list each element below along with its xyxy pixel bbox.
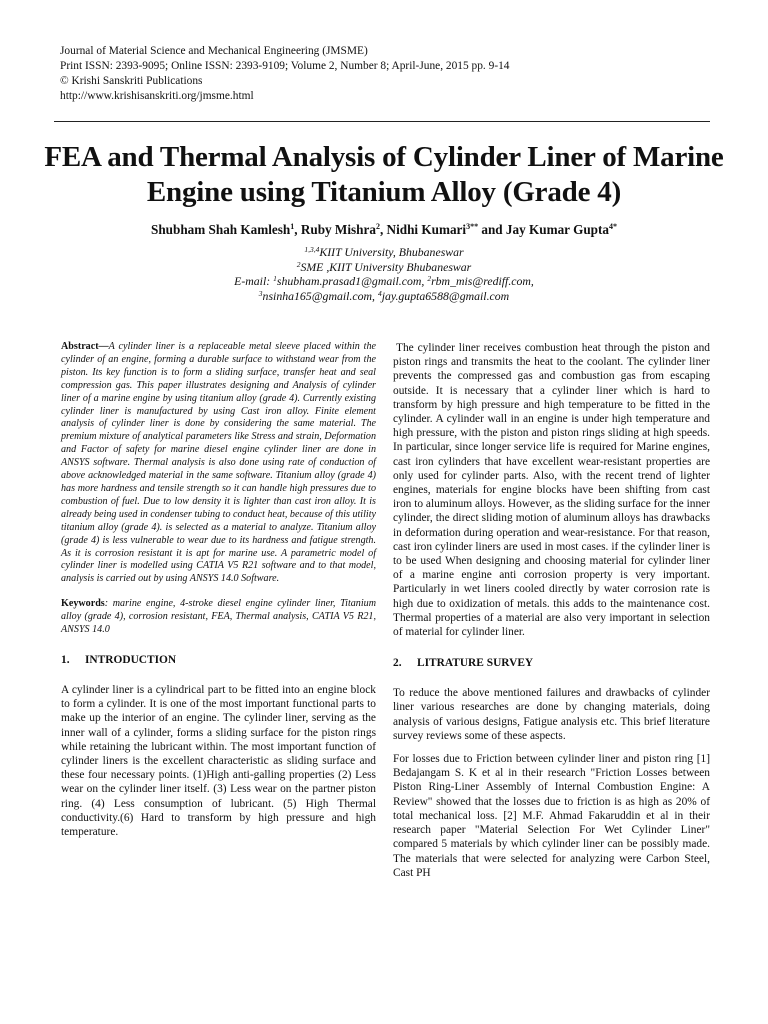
keywords-lead: Keywords: [61, 598, 105, 610]
affiliation-text: SME ,KIIT University Bhubaneswar: [300, 259, 472, 274]
journal-publisher: © Krishi Sanskriti Publications: [60, 75, 203, 87]
section-heading-introduction: [61, 653, 376, 667]
keywords: [61, 598, 376, 637]
affiliation-sup: 2: [296, 259, 301, 269]
keywords-text: : marine engine, 4-stroke diesel engine cylinder liner, Titanium alloy (grade 4), corrosion resistant, FEA, Thermal analysis, CATIA V5 R21, ANSYS 14.0: [61, 598, 376, 636]
paragraph: For losses due to Friction between cylinder liner and piston ring [1] Bedajangam S. K et al in their research "Friction Losses between Piston Ring-Liner Assembly of Internal Combustion Engine: A Review" showed that the losses due to friction is as high as 20% of total mechanical loss. [2] M.F. Ahmad Fakaruddin et al in their research paper "Material Selection For Wet Cylinder Liner" compared 5 materials by which cylinder liner can be possibly made. The materials that were selected for analyzing were Carbon Steel, Cast PH: [393, 753, 710, 879]
header-divider: [54, 121, 710, 122]
email-sup: 1: [273, 274, 277, 284]
affiliation-1: [40, 245, 728, 260]
affiliation-2: [40, 260, 728, 275]
journal-url[interactable]: http://www.krishisanskriti.org/jmsme.html: [60, 90, 254, 102]
affiliation-text: KIIT University, Bhubaneswar: [319, 245, 464, 259]
abstract: [61, 341, 376, 586]
journal-issn: Print ISSN: 2393-9095; Online ISSN: 2393-9109; Volume 2, Number 8; April-June, 2015 pp. 9-14: [60, 60, 510, 72]
email-label: E-mail:: [234, 274, 274, 289]
email-line-2: [40, 289, 728, 304]
author-sup: 2: [375, 222, 380, 231]
email-sup: 2: [427, 274, 432, 284]
author-separator: ,: [294, 222, 301, 237]
section-title: INTRODUCTION: [85, 653, 177, 666]
affiliation-sup: 1,3,4: [304, 245, 320, 254]
email-address[interactable]: nsinha165@gmail.com,: [262, 288, 378, 303]
author-name: Shubham Shah Kamlesh: [150, 222, 291, 237]
paragraph: To reduce the above mentioned failures and drawbacks of cylinder liner various researches are done by changing materials, doing analysis of various designs, Fatigue analysis etc. This brief literature survey reviews some of these aspects.: [393, 687, 710, 742]
author-name: Ruby Mishra: [300, 222, 376, 237]
author-sup: 1: [290, 222, 295, 231]
section-heading-literature-survey: [393, 656, 710, 670]
author-separator: ,: [379, 222, 387, 237]
author-name: Nidhi Kumari: [386, 222, 467, 237]
left-column: [61, 341, 376, 839]
section-number: 2.: [393, 657, 402, 670]
journal-header: [60, 44, 700, 104]
author-sup: 4*: [609, 222, 617, 231]
journal-name: Journal of Material Science and Mechanical Engineering (JMSME): [60, 45, 368, 57]
abstract-text: A cylinder liner is a replaceable metal sleeve placed within the cylinder of an engine, forming a durable surface to withstand wear from the piston. Its key function is to form a sliding surface, transfer heat and seal compression gas. This paper illustrates designing and Analysis of cylinder liner of a marine engine by using titanium alloy (grade 4). Currently existing cylinder liner is manufactured by using Cast iron alloy. Finite element analysis of cylinder liner is done by considering the same material. The premium mixture of analytical parameters like Stress and strain, Deformation and Factor of safety for marine diesel engine cylinder liner are done in ANSYS software. Thermal analysis is also done using rate of conduction of above acknowledged material in the same software. Titanium alloy (grade 4) has more hardness and tensile strength so it can handle high pressures due to combustion of fuel. Due to low density it is lighter than cast iron alloy. It is already being used in condenser tubing to conduct heat, because of this utility titanium alloy (grade 4). is selected as a material to analyze. Titanium alloy (grade 4) is less vulnerable to wear due to its hardness and fatigue strength. As it is corrosion resistant it is apt for marine use. A parametric model of cylinder liner is modelled using CATIA V5 R21 software and to that model, analysis is carried out by using ANSYS 14.0 Software.: [61, 341, 376, 585]
paper-title: FEA and Thermal Analysis of Cylinder Liner of Marine Engine using Titanium Alloy (Grade 4): [44, 141, 724, 208]
author-and: and: [478, 222, 506, 237]
paragraph: The cylinder liner receives combustion heat through the piston and piston rings and transmits the heat to the coolant. The cylinder liner prevents the compressed gas and combustion gas from escaping outside. It is necessary that a cylinder liner which is hard to transform by high pressure and high temperature to be fitted in the cylinder. A cylinder wall in an engine is under high temperature and high pressure, with the piston and piston rings sliding at high speeds. In particular, since longer service life is required for Marine engines, cast iron cylinders that have excellent wear-resistant properties are only used for cylinder parts. Also, with the recent trend of lighter engines, materials for engine blocks have been shifting from cast iron to aluminum alloys. However, as the sliding surface for the inner cylinder, the direct sliding motion of aluminum alloys has drawbacks in deformation during operation and wear-resistance. For that reason, cast iron cylinder liners are used in most cases. if the cylinder liner is to be used When designing and choosing material for cylinder liner of a marine engine anti corrosion property is very important. Particularly in wet liners cooled directly by water corrosion rate is high due to oxidization of metals. this adds to the maintenance cost. Thermal properties of a material are also very important in selection of material for cylinder liner.: [393, 342, 710, 639]
author-name: Jay Kumar Gupta: [505, 222, 609, 237]
email-address[interactable]: rbm_mis@rediff.com,: [431, 274, 534, 289]
email-line-1: [40, 274, 728, 289]
author-sup: 3**: [466, 222, 479, 231]
email-address[interactable]: jay.gupta6588@gmail.com: [381, 288, 510, 303]
email-sup: 4: [377, 288, 382, 298]
affiliations: [40, 245, 728, 303]
abstract-lead: Abstract—: [61, 341, 109, 352]
paragraph: A cylinder liner is a cylindrical part to be fitted into an engine block to form a cylinder. It is one of the most important functional parts to make up the interior of an engine. The cylinder liner, serving as the inner wall of a cylinder, forms a sliding surface for the piston rings while retaining the lubricant within. The most important function of cylinder liners is the excellent characteristic as sliding surface and these four necessary points. (1)High anti-galling properties (2) Less wear on the cylinder liner itself. (3) Less wear on the partner piston ring. (4) Less consumption of lubricant. (5) High Thermal conductivity.(6) Hard to transform by high pressure and high temperature.: [61, 683, 376, 838]
right-column: [393, 341, 710, 880]
author-list: [40, 221, 728, 238]
email-address[interactable]: shubham.prasad1@gmail.com,: [276, 274, 428, 289]
section-number: 1.: [61, 653, 70, 666]
email-sup: 3: [258, 288, 263, 298]
section-title: LITRATURE SURVEY: [417, 657, 534, 670]
